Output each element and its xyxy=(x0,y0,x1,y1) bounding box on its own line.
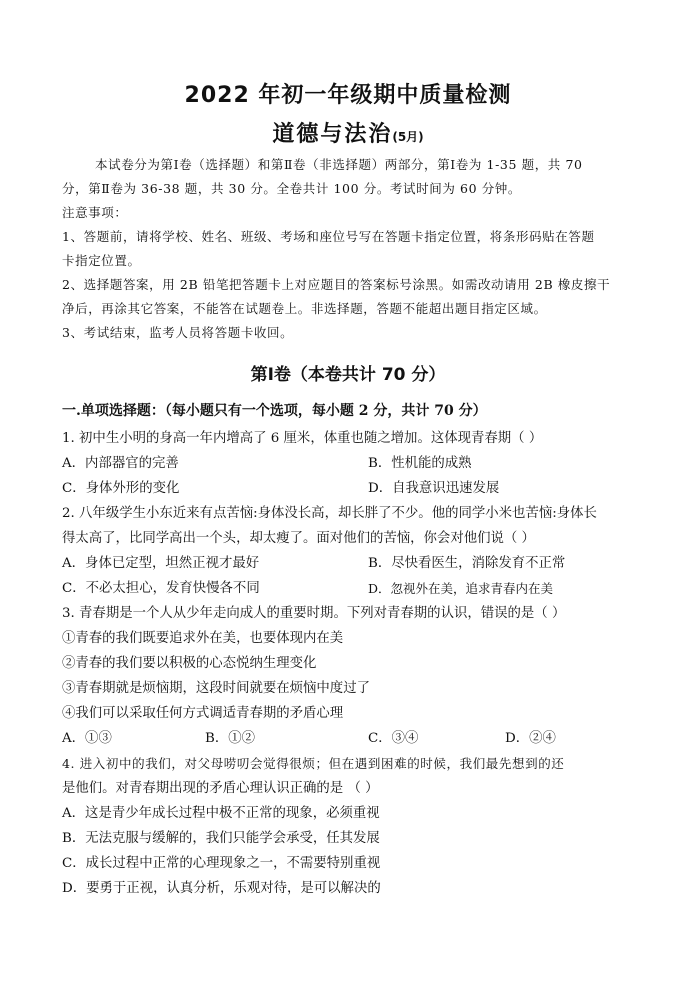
notice-line-4: 净后，再涂其它答案，不能答在试题卷上。非选择题，答题不能超出题目指定区域。 xyxy=(62,301,547,316)
q2-stem-line-1: 2. 八年级学生小东近来有点苦恼:身体没长高，却长胖了不少。他的同学小米也苦恼:身体长 xyxy=(62,506,597,521)
q1-stem: 1. 初中生小明的身高一年内增高了 6 厘米，体重也随之增加。这体现青春期（ ） xyxy=(62,431,543,446)
q4-option-a: A．这是青少年成长过程中极不正常的现象，必须重视 xyxy=(62,806,380,821)
exam-title: 2022 年初一年级期中质量检测 xyxy=(184,83,512,108)
q3-statement-4: ④我们可以采取任何方式调适青春期的矛盾心理 xyxy=(62,706,344,721)
q3-statement-1: ①青春的我们既要追求外在美，也要体现内在美 xyxy=(62,631,344,646)
q3-option-b: B．①② xyxy=(205,731,256,746)
q1-option-b: B．性机能的成熟 xyxy=(368,456,472,471)
subject-title xyxy=(0,117,696,148)
q2-stem-line-2: 得太高了，比同学高出一个头，却太瘦了。面对他们的苦恼，你会对他们说（ ） xyxy=(62,531,535,546)
section-title: 第Ⅰ卷（本卷共计 70 分） xyxy=(250,365,446,385)
notice-line-3: 2、选择题答案，用 2B 铅笔把答题卡上对应题目的答案标号涂黑。如需改动请用 2B 橡皮擦干 xyxy=(62,277,611,292)
q2-option-a: A．身体已定型，坦然正视才最好 xyxy=(62,556,260,571)
part-title: 一.单项选择题：（每小题只有一个选项，每小题 2 分，共计 70 分） xyxy=(62,403,487,419)
notice-line-2: 卡指定位置。 xyxy=(62,253,141,268)
notice-title: 注意事项： xyxy=(62,205,128,220)
q4-option-d: D．要勇于正视，认真分析，乐观对待，是可以解决的 xyxy=(62,881,381,896)
q1-option-a: A．内部器官的完善 xyxy=(62,456,179,471)
q3-option-c: C．③④ xyxy=(368,731,419,746)
intro-line-2: 分，第Ⅱ卷为 36-38 题，共 30 分。全卷共计 100 分。考试时间为 60 分钟。 xyxy=(62,181,521,196)
q4-stem-line-2: 是他们。对青春期出现的矛盾心理认识正确的是 （ ） xyxy=(62,781,379,796)
notice-line-1: 1、答题前，请将学校、姓名、班级、考场和座位号写在答题卡指定位置，将条形码贴在答题 xyxy=(62,229,595,244)
q4-option-c: C．成长过程中正常的心理现象之一，不需要特别重视 xyxy=(62,856,381,871)
intro-line-1: 本试卷分为第Ⅰ卷（选择题）和第Ⅱ卷（非选择题）两部分，第Ⅰ卷为 1-35 题，共 70 xyxy=(95,157,583,172)
q3-option-d: D．②④ xyxy=(505,731,556,746)
q4-option-b: B．无法克服与缓解的，我们只能学会承受，任其发展 xyxy=(62,831,380,846)
q2-option-c: C．不必太担心，发育快慢各不同 xyxy=(62,581,260,596)
q3-statement-3: ③青春期就是烦恼期，这段时间就要在烦恼中度过了 xyxy=(62,681,370,696)
q2-option-d: D．忽视外在美，追求青春内在美 xyxy=(368,581,554,596)
notice-line-5: 3、考试结束，监考人员将答题卡收回。 xyxy=(62,325,294,340)
exam-month: (5月) xyxy=(392,130,424,144)
q4-stem-line-1: 4. 进入初中的我们，对父母唠叨会觉得很烦；但在遇到困难的时候，我们最先想到的还 xyxy=(62,756,565,771)
q3-option-a: A．①③ xyxy=(62,731,112,746)
q1-option-d: D．自我意识迅速发展 xyxy=(368,481,500,496)
subject-name: 道德与法治 xyxy=(272,122,393,147)
q2-option-b: B．尽快看医生，消除发育不正常 xyxy=(368,556,566,571)
q3-statement-2: ②青春的我们要以积极的心态悦纳生理变化 xyxy=(62,656,317,671)
q1-option-c: C．身体外形的变化 xyxy=(62,481,180,496)
q3-stem: 3. 青春期是一个人从少年走向成人的重要时期。下列对青春期的认识，错误的是（ ） xyxy=(62,606,566,621)
